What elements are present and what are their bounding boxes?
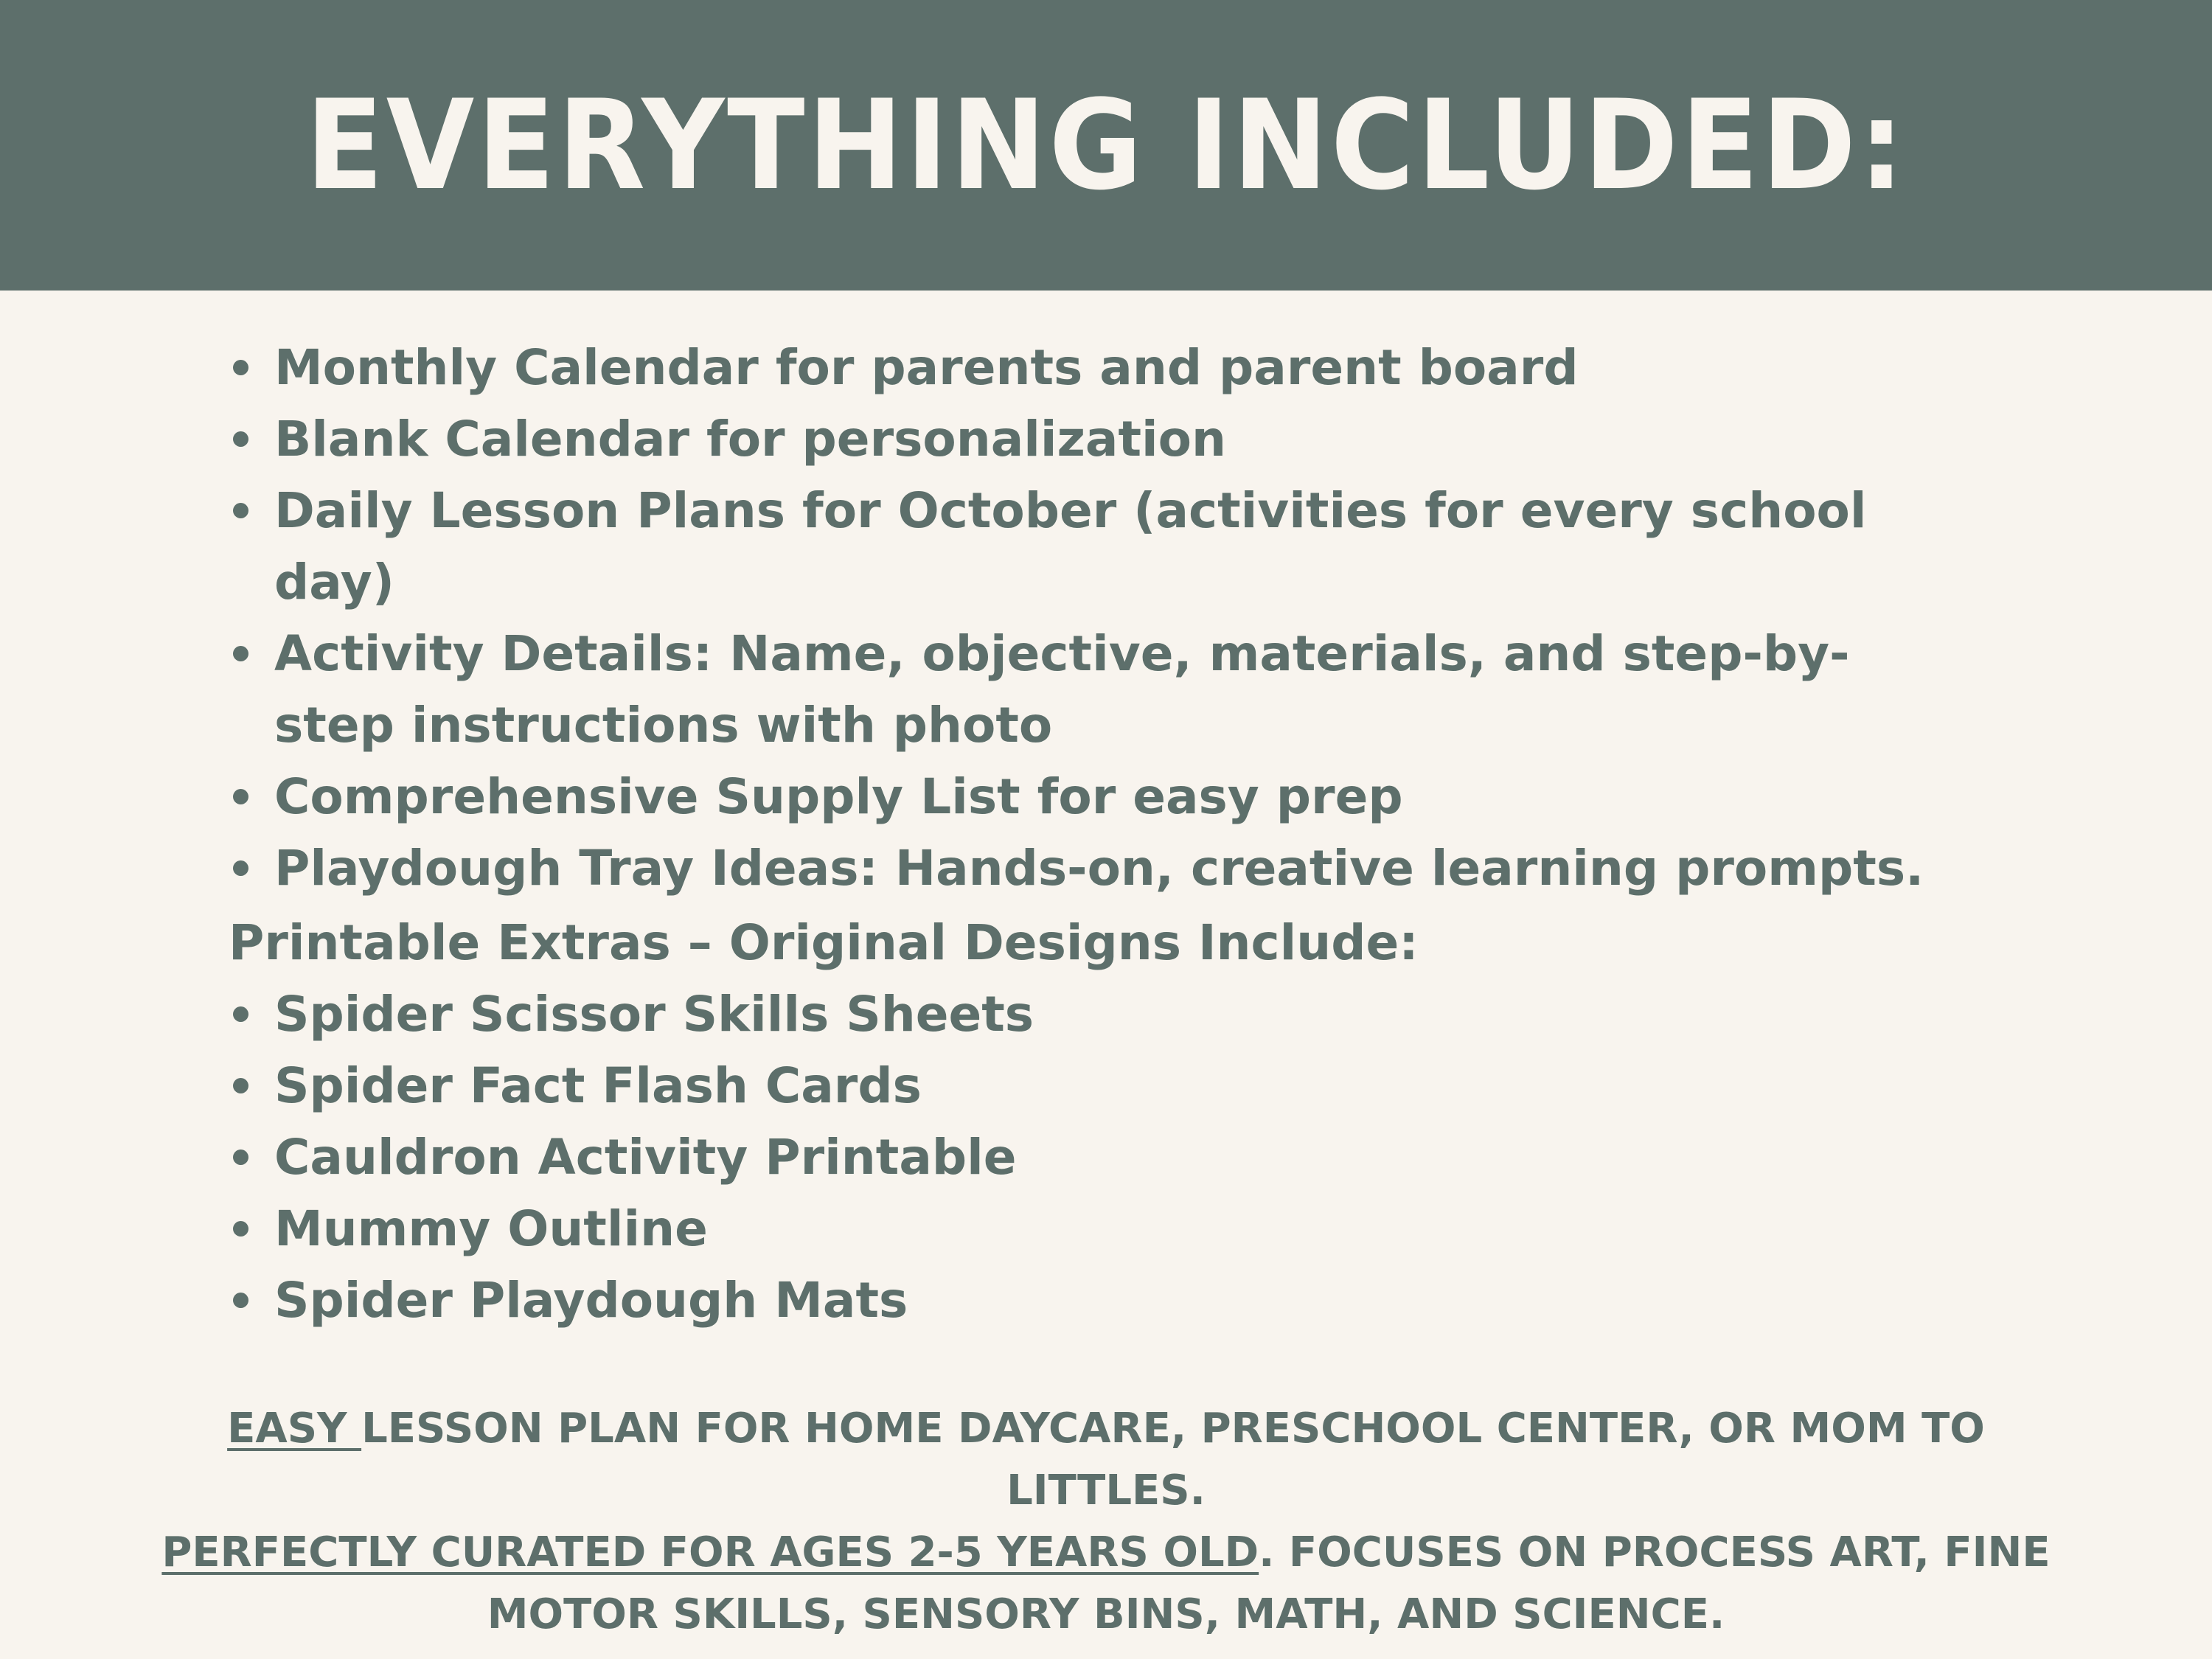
footer-text-2: . FOCUSES ON PROCESS ART, FINE MOTOR SKILLS, SENSORY BINS, MATH, AND SCIENCE. (487, 1528, 2051, 1638)
footer-text-1: LESSON PLAN FOR HOME DAYCARE, PRESCHOOL CENTER, OR MOM TO LITTLES. (361, 1405, 1985, 1514)
list-item: Spider Fact Flash Cards (274, 1050, 1970, 1121)
extras-list (274, 978, 1970, 1336)
bullet-icon (233, 360, 248, 375)
list-item: Cauldron Activity Printable (274, 1121, 1970, 1193)
list-item: Daily Lesson Plans for October (activities for every school day) (274, 475, 1970, 618)
list-item: Spider Scissor Skills Sheets (274, 978, 1970, 1050)
list-item: Monthly Calendar for parents and parent board (274, 332, 1970, 403)
footer-note (147, 1398, 2065, 1646)
bullet-icon (233, 789, 248, 804)
list-item: Comprehensive Supply List for easy prep (274, 761, 1970, 832)
list-item: Mummy Outline (274, 1193, 1970, 1265)
bullet-icon (233, 1006, 248, 1022)
footer-ages: PERFECTLY CURATED FOR AGES 2-5 YEARS OLD (161, 1528, 1259, 1576)
list-item: Activity Details: Name, objective, materials, and step-by-step instructions with photo (274, 618, 1911, 761)
page-title: EVERYTHING INCLUDED: (305, 73, 1907, 218)
bullet-icon (233, 646, 248, 661)
bullet-icon (233, 860, 248, 876)
list-item: Playdough Tray Ideas: Hands-on, creative learning prompts. (274, 832, 1970, 904)
header-banner (0, 0, 2212, 291)
list-item: Blank Calendar for personalization (274, 403, 1970, 475)
extras-heading: Printable Extras – Original Designs Include: (229, 914, 1419, 971)
bullet-icon (233, 1150, 248, 1165)
bullet-icon (233, 1078, 248, 1093)
list-item: Spider Playdough Mats (274, 1265, 1970, 1336)
included-list (274, 332, 1970, 904)
bullet-icon (233, 1293, 248, 1308)
bullet-icon (233, 1221, 248, 1237)
bullet-icon (233, 503, 248, 518)
content-area (0, 291, 2212, 1659)
bullet-icon (233, 431, 248, 447)
footer-easy: EASY (227, 1405, 362, 1453)
